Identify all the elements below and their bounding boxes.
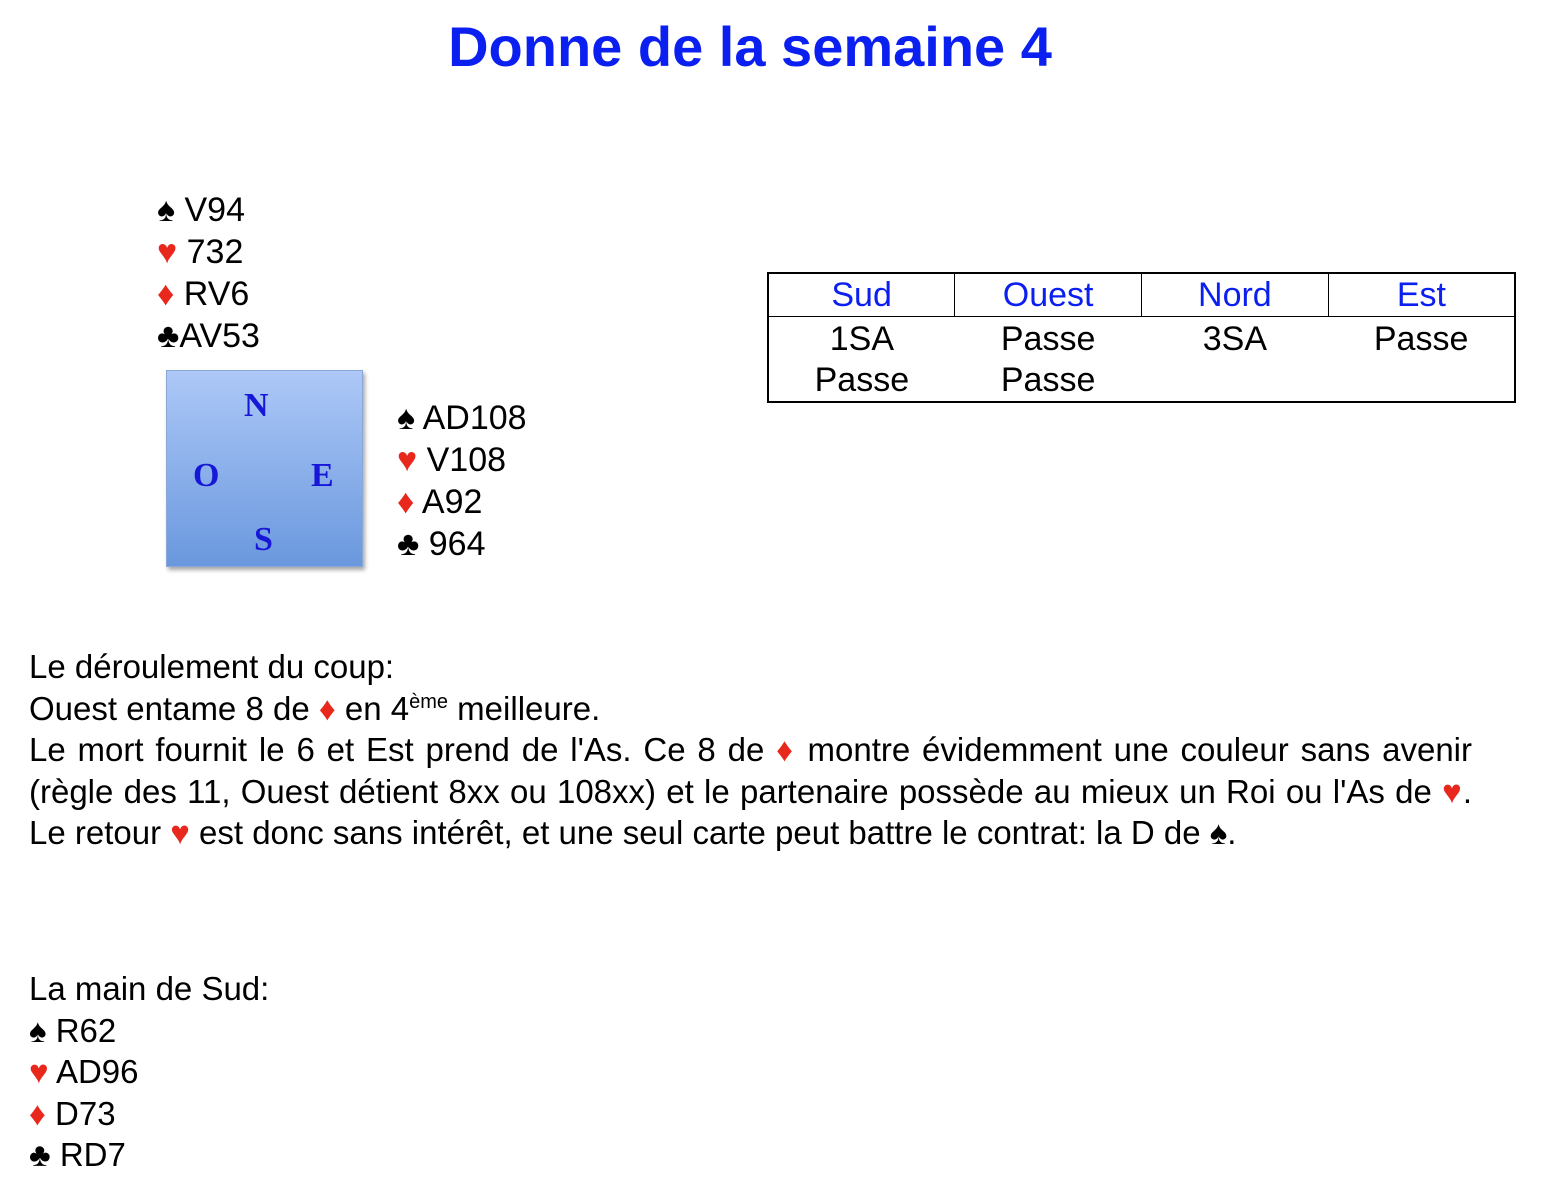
heart-icon: ♥ [29, 1053, 49, 1090]
east-hearts-row [397, 439, 527, 481]
north-hearts: 732 [177, 233, 244, 271]
compass-east: E [311, 457, 334, 494]
bidding-table [767, 272, 1516, 403]
east-hearts: V108 [417, 441, 507, 479]
north-hand [157, 189, 260, 357]
north-hearts-row [157, 231, 260, 273]
east-diamonds-row [397, 481, 527, 523]
north-clubs: ♣AV53 [157, 317, 260, 355]
bid-cell: Passe [1000, 361, 1096, 399]
south-clubs: ♣ RD7 [29, 1136, 126, 1173]
south-hearts-row: ♥ AD96 [29, 1053, 139, 1090]
diamond-icon: ♦ [776, 731, 796, 768]
diamond-icon: ♦ [318, 689, 336, 727]
bidding-header: Est [1328, 273, 1515, 317]
compass-box [166, 370, 363, 567]
bidding-header: Nord [1142, 273, 1329, 317]
south-label: La main de Sud: [29, 970, 270, 1007]
east-diamonds: A92 [414, 483, 483, 521]
east-clubs: ♣ 964 [397, 525, 486, 563]
bidding-header: Sud [768, 273, 955, 317]
description-heading: Le déroulement du coup: [29, 648, 395, 685]
opening-lead-line: Ouest entame 8 de ♦ en 4ème meilleure. [29, 689, 601, 727]
bid-cell: 1SA [829, 320, 894, 358]
bid-cell: 3SA [1202, 320, 1267, 358]
east-hand [397, 397, 527, 565]
diamond-icon: ♦ [29, 1094, 46, 1132]
south-spades: ♠ R62 [29, 1011, 117, 1049]
bid-cell: Passe [1373, 320, 1469, 358]
north-diamonds-row [157, 273, 260, 315]
heart-icon: ♥ [157, 233, 178, 271]
bidding-header-row [768, 273, 1515, 317]
heart-icon: ♥ [397, 441, 418, 479]
east-spades: ♠ AD108 [397, 399, 527, 437]
diamond-icon: ♦ [397, 483, 415, 521]
north-diamonds: RV6 [174, 275, 250, 313]
bid-cell [1328, 360, 1515, 402]
compass-north: N [244, 387, 269, 424]
south-hand [29, 968, 269, 1176]
analysis-paragraph: Le mort fournit le 6 et Est prend de l'As. Ce 8 de ♦ montre évidemment une couleur sans avenir (règle des 11, Ouest détient 8xx ou 108xx) et le partenaire possède au mieux un Roi ou l'As de ♥. Le retour ♥ est donc sans intérêt, et une seul carte peut battre le contrat: la D de ♠. [29, 731, 1473, 851]
north-spades: ♠ V94 [157, 191, 246, 229]
diamond-icon: ♦ [157, 275, 175, 313]
bidding-row [768, 317, 1515, 361]
compass-west: O [193, 457, 220, 494]
bid-cell [1142, 360, 1329, 402]
south-diamonds-row: ♦ D73 [29, 1094, 116, 1132]
heart-icon: ♥ [170, 814, 190, 851]
heart-icon: ♥ [1442, 772, 1463, 810]
compass-south: S [254, 521, 273, 558]
bid-cell: Passe [814, 361, 910, 399]
bidding-header: Ouest [955, 273, 1142, 317]
bid-cell: Passe [1000, 320, 1096, 358]
play-description [29, 646, 1472, 854]
page-title: Donne de la semaine 4 [448, 15, 1052, 78]
bidding-row [768, 360, 1515, 402]
